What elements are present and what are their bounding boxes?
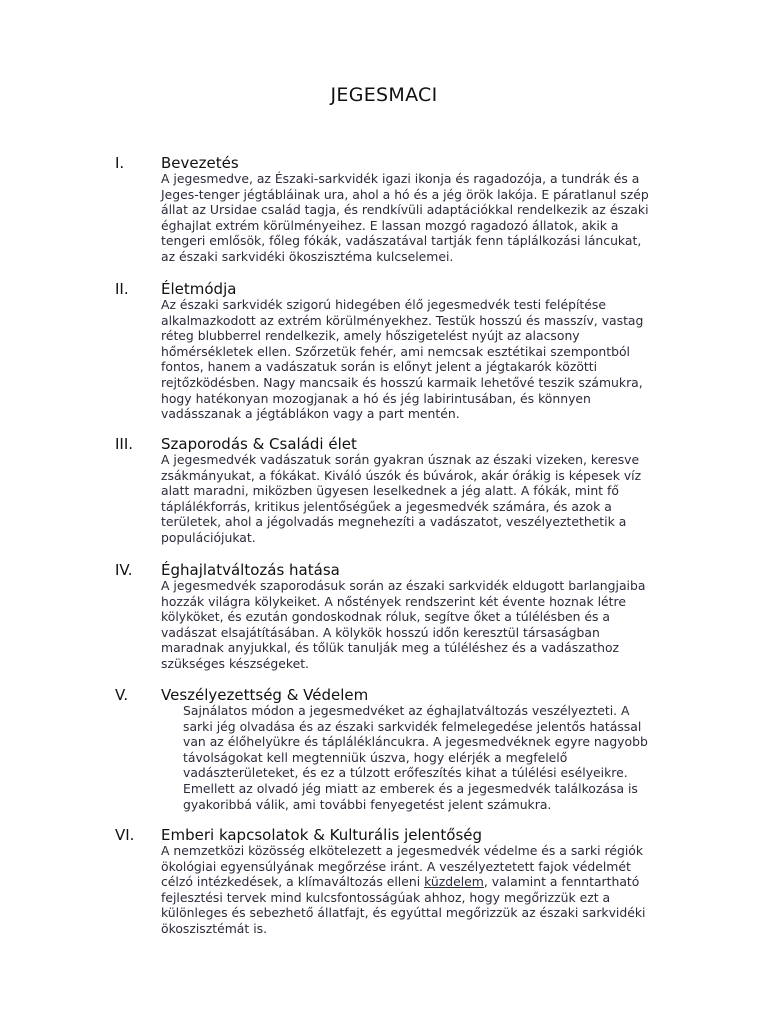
section-heading: Szaporodás & Családi élet [161, 435, 357, 453]
section-body: Az északi sarkvidék szigorú hidegében élő jegesmedvék testi felépítése alkalmazkodott az extrém körülményekhez. Testük hosszú és masszív, vastag réteg blubberrel rendelkezik, amely hőszigetelést nyújt az alacsony hőmérsékletek ellen. Szőrzetük fehér, ami nemcsak esztétikai szempontból fontos, hanem a vadászatuk során is előnyt jelent a jégtakarók közötti rejtőzködésben. Nagy mancsaik és hosszú karmaik lehetővé teszik számukra, hogy hatékonyan mozogjanak a hó és jég labirintusában, és könnyen vadásszanak a jégtáblákon vagy a part mentén. [161, 297, 644, 422]
section-body: A jegesmedve, az Északi-sarkvidék igazi ikonja és ragadozója, a tundrák és a Jeges-tenger jégtábláinak ura, ahol a hó és a jég örök lakója. E páratlanul szép állat az Ursidae család tagja, és rendkívüli adaptációkkal rendelkezik az északi éghajlat extrém körülményeihez. E lassan mozgó ragadozó állatok, akik a tengeri emlősök, főleg fókák, vadászatával tartják fenn táplálkozási láncukat, az északi sarkvidéki ökoszisztéma kulcselemei. [161, 171, 649, 264]
section-heading: Éghajlatváltozás hatása [161, 561, 340, 579]
document-title: JEGESMACI [330, 84, 438, 106]
section-numeral: III. [115, 435, 134, 453]
section-numeral: I. [115, 154, 125, 172]
kuzdelem-link[interactable]: küzdelem [424, 874, 484, 890]
section-body [161, 843, 681, 937]
section-heading: Életmódja [161, 280, 237, 298]
body-text-before-link: A nemzetközi közösség elkötelezett a jegesmedvék védelme és a sarki régiók ökológiai egyensúlyának megőrzése iránt. A veszélyeztetett fajok védelmét célzó intézkedések, a klímaváltozás elleni [161, 843, 644, 890]
section-body: A jegesmedvék vadászatuk során gyakran úsznak az északi vizeken, keresve zsákmányukat, a fókákat. Kiváló úszók és búvárok, akár órákig is képesek víz alatt maradni, miközben ügyesen leselkednek a jég alatt. A fókák, mint fő táplálékforrás, kritikus jelentőségűek a jegesmedvék számára, és azok a területek, ahol a jégolvadás megnehezíti a vadászatot, veszélyeztethetik a populációjukat. [161, 452, 642, 545]
section-numeral: VI. [115, 826, 135, 844]
section-body: A jegesmedvék szaporodásuk során az északi sarkvidék eldugott barlangjaiba hozzák világra kölykeiket. A nőstények rendszerint két évente hoznak létre kölyköket, és ezután gondoskodnak róluk, segítve őket a túlélésben és a vadászat elsajátításában. A kölykök hosszú időn keresztül társaságban maradnak anyjukkal, és tőlük tanulják meg a túléléshez és a vadászathoz szükséges készségeket. [161, 578, 646, 671]
section-heading: Veszélyezettség & Védelem [161, 686, 369, 704]
body-text-after-link: , valamint a fenntartható fejlesztési tervek mind kulcsfontosságúak ahhoz, hogy megőrizzük ezt a különleges és sebezhető állatfajt, és egyúttal megőrizzük az északi sarkvidéki ökoszisztémát is. [161, 874, 646, 936]
section-body: Sajnálatos módon a jegesmedvéket az éghajlatváltozás veszélyezteti. A sarki jég olvadása és az északi sarkvidék felmelegedése jelentős hatással van az élőhelyükre és táplálékláncukra. A jegesmedvéknek egyre nagyobb távolságokat kell megtenniük úszva, hogy elérjék a megfelelő vadászterületeket, és ez a túlzott erőfeszítés kihat a túlélési esélyeikre. Emellett az olvadó jég miatt az emberek és a jegesmedvék találkozása is gyakoribbá válik, ami további fenyegetést jelent számukra. [183, 703, 648, 812]
section-numeral: V. [115, 686, 129, 704]
section-numeral: IV. [115, 561, 133, 579]
section-heading: Emberi kapcsolatok & Kulturális jelentőség [161, 826, 483, 844]
section-numeral: II. [115, 280, 129, 298]
section-heading: Bevezetés [161, 154, 239, 172]
